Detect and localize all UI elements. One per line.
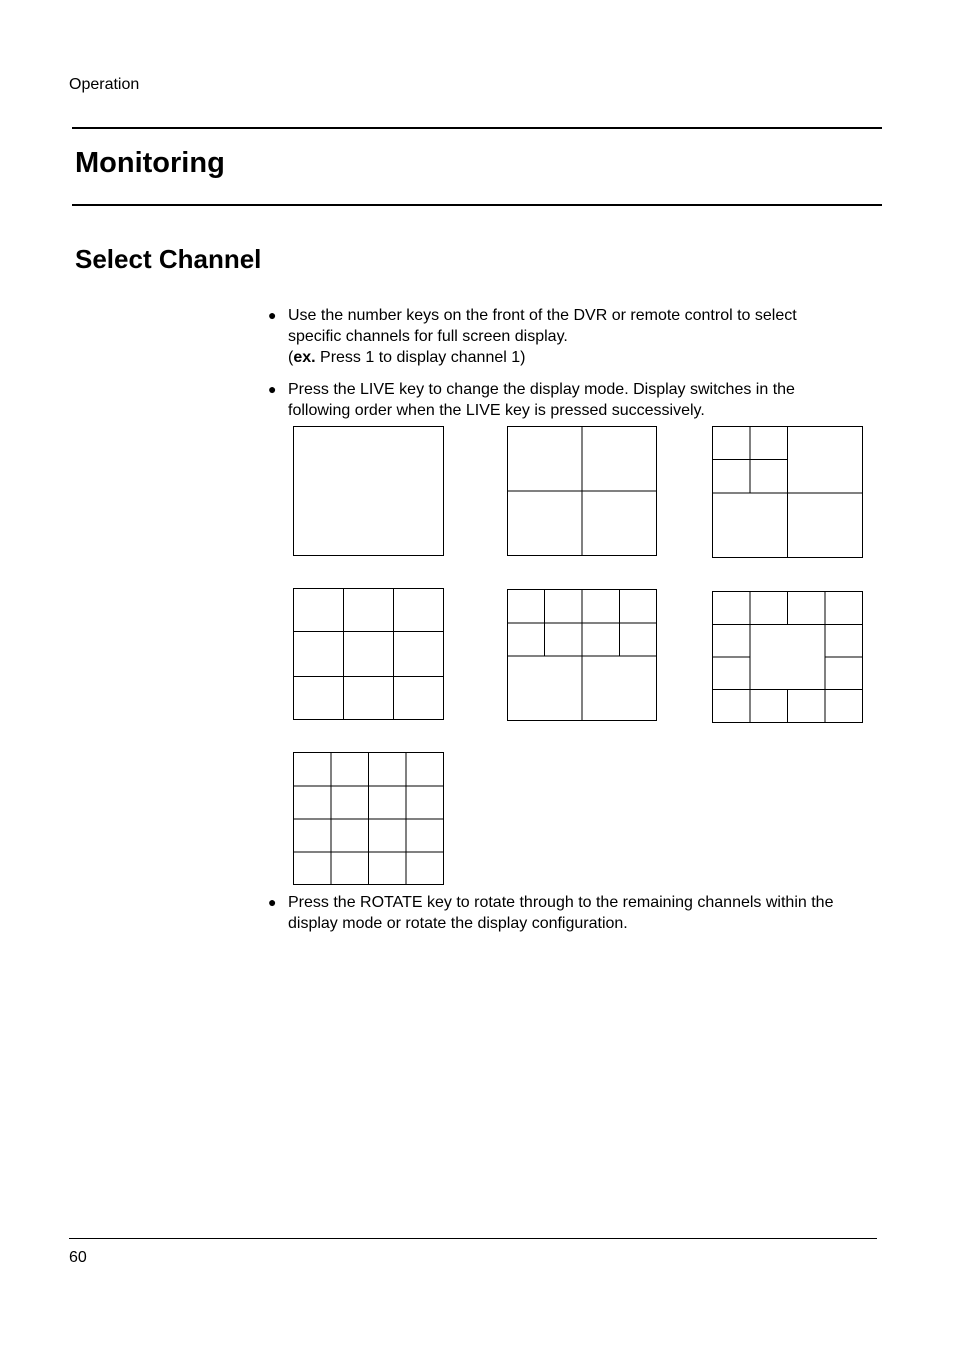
example-label: ex.	[293, 349, 316, 366]
example-line	[288, 347, 868, 368]
example-text: Press 1 to display channel 1)	[315, 349, 526, 366]
page-number: 60	[69, 1249, 87, 1266]
title-top-rule	[72, 127, 882, 129]
bullet-text	[288, 305, 868, 368]
bullet-line: following order when the LIVE key is pressed successively.	[288, 402, 705, 419]
bullet-number-keys	[268, 305, 868, 368]
running-header: Operation	[69, 76, 140, 93]
bullet-line: Use the number keys on the front of the DVR or remote control to select	[288, 307, 797, 324]
layout-10-split-diagram	[507, 589, 658, 722]
bullet-line: Press the LIVE key to change the display mode. Display switches in the	[288, 381, 795, 398]
footer-rule	[69, 1238, 877, 1239]
bullet-line: display mode or rotate the display configuration.	[288, 915, 628, 932]
bullet-line: Press the ROTATE key to rotate through to the remaining channels within the	[288, 894, 834, 911]
layout-9-split-diagram	[293, 588, 445, 721]
layout-4-split-diagram	[507, 426, 658, 557]
bullet-dot: ●	[268, 307, 277, 323]
section-title: Select Channel	[75, 244, 262, 274]
layout-13-split-diagram	[712, 591, 864, 724]
example-paren: (	[288, 349, 294, 366]
bullet-dot: ●	[268, 381, 277, 397]
bullet-dot: ●	[268, 894, 277, 910]
layout-7-split-diagram	[712, 426, 864, 559]
bullet-live-key	[268, 379, 868, 421]
page-title: Monitoring	[75, 147, 225, 179]
layout-1-split-diagram	[293, 426, 445, 557]
bullet-text	[288, 892, 888, 934]
layout-16-split-diagram	[293, 752, 445, 886]
bullet-text	[288, 379, 868, 421]
bullet-rotate-key	[268, 892, 888, 934]
title-bottom-rule	[72, 204, 882, 206]
bullet-line: specific channels for full screen display.	[288, 328, 568, 345]
